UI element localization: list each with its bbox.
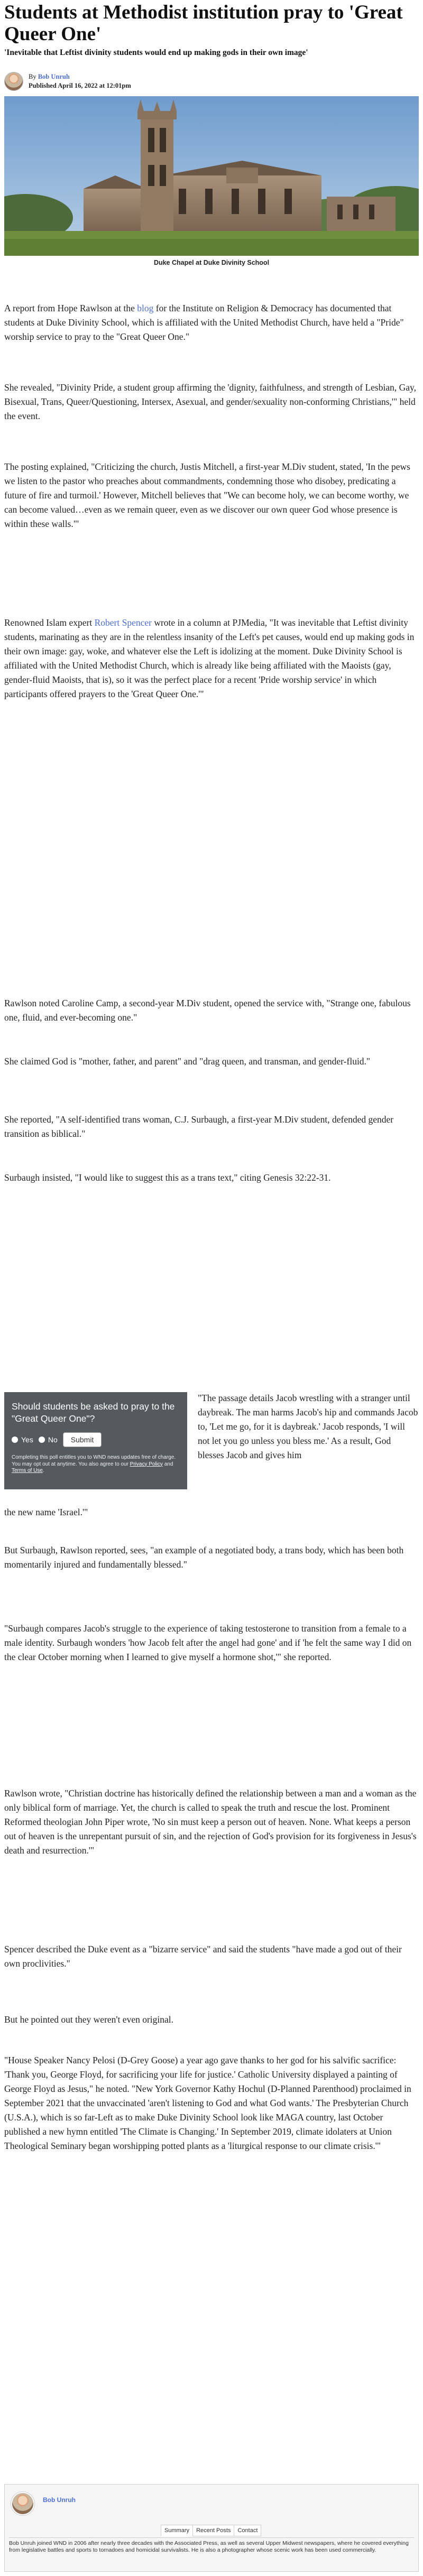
- author-bio: Bob Unruh joined WND in 2006 after nearly three decades with the Associated Press, as well as several Upper Midwest newspapers, where he covered everything from legislative battles and sports to tornadoes and homicidal survivalists. He is also a photographer whose scenic work has been used commercially.: [9, 2537, 414, 2554]
- author-box-tabs: [161, 2525, 261, 2536]
- author-box: [4, 2484, 419, 2572]
- paragraph-6: She claimed God is "mother, father, and parent" and "drag queen, and transman, and gender-fluid.": [4, 1056, 371, 1067]
- author-box-avatar[interactable]: [11, 2492, 34, 2515]
- poll-submit-button[interactable]: Submit: [63, 1432, 102, 1447]
- paragraph-2: She revealed, "Divinity Pride, a student group affirming the 'dignity, faithfulness, and strength of Lesbian, Gay, Bisexual, Trans, Queer/Questioning, Intersex, Asexual, and gender/sexuality non-conforming Christians,'" held the event.: [4, 382, 416, 421]
- privacy-policy-link[interactable]: Privacy Policy: [130, 1461, 163, 1467]
- paragraph-3: The posting explained, "Criticizing the church, Justis Mitchell, a first-year M.Div student, stated, 'In the pews we listen to the pastor who preaches about commandments, condemning those who disobey, predicating a future of fire and turmoil.' However, Mitchell believes that "We can become holy, we can become worthy, we can become valued…even as we remain queer, even as we discover our own queer God whose presence is within these walls."': [4, 461, 410, 529]
- author-avatar[interactable]: [4, 72, 23, 91]
- radio-yes[interactable]: [12, 1437, 18, 1443]
- author-box-name[interactable]: Bob Unruh: [43, 2496, 76, 2504]
- tab-recent-posts[interactable]: Recent Posts: [192, 2525, 234, 2536]
- paragraph-7: She reported, "A self-identified trans woman, C.J. Surbaugh, a first-year M.Div student, defended gender transition as biblical.": [4, 1114, 394, 1139]
- paragraph-15: "House Speaker Nancy Pelosi (D-Grey Goose) a year ago gave thanks to her god for his salvific sacrifice: 'Thank you, George Floyd, for sacrificing your life for justice.' Catholic University displayed a painting of George Floyd as Jesus," he noted. "New York Governor Kathy Hochul (D-Planned Parenthood) proclaimed in September 2021 that the unvaccinated 'aren't listening to God and what God wants.' The Presbyterian Church (U.S.A.), which is so far-Left as to make Duke Divinity School look like MAGA country, last October published a new hymn entitled 'The Climate is Changing.' In September 2019, climate idolaters at Union Theological Seminary began worshipping potted plants as a 'liturgical response to our climate crisis.'": [4, 2055, 411, 2151]
- article-headline: Students at Methodist institution pray to 'Great Queer One': [4, 2, 403, 45]
- author-link[interactable]: Bob Unruh: [38, 73, 70, 81]
- paragraph-12: Rawlson wrote, "Christian doctrine has historically defined the relationship between a man and a woman as the only biblical form of marriage. Yet, the church is called to speak the truth and rescue the lost. Prominent Reformed theologian John Piper wrote, 'No sin must keep a person out of heaven. None. What keeps a person out of heaven is the unrepentant pursuit of sin, and the rejection of God's provision for its forgiveness in Jesus's death and resurrection.'": [4, 1788, 417, 1856]
- paragraph-8: Surbaugh insisted, "I would like to suggest this as a trans text," citing Genesis 32:22-31.: [4, 1172, 331, 1183]
- paragraph-9-top: "The passage details Jacob wrestling with a stranger until daybreak. The man harms Jacob's hip and commands Jacob to, 'Let me go, for it is daybreak.' Jacob responds, 'I will not let you go unless you bless me.' As a result, God blesses Jacob and gives him: [198, 1393, 418, 1460]
- poll-option-no[interactable]: No: [39, 1435, 58, 1444]
- paragraph-13: Spencer described the Duke event as a "bizarre service" and said the students "have made a god out of their own proclivities.": [4, 1944, 402, 1969]
- radio-no[interactable]: [39, 1437, 45, 1443]
- paragraph-4: Renowned Islam expert Robert Spencer wrote in a column at PJMedia, "It was inevitable that Leftist divinity students, marinating as they are in the relentless insanity of the Left's pet causes, would end up making gods in their own image: gay, woke, and whatever else the Left is idolizing at the moment. Duke Divinity School is affiliated with the United Methodist Church, which is already like being affiliated with the Maoists (gay, gender-fluid Maoists, that is), so it was the perfect place for a recent 'Pride worship service' in which participants offered prayers to the 'Great Queer One.'": [4, 617, 415, 699]
- paragraph-1: A report from Hope Rawlson at the blog for the Institute on Religion & Democracy has documented that students at Duke Divinity School, which is affiliated with the United Methodist Church, have held a "Pride" worship service to pray to the "Great Queer One.": [4, 303, 404, 342]
- tab-summary[interactable]: Summary: [161, 2525, 193, 2536]
- poll-fine-print: Completing this poll entitles you to WND news updates free of charge. You may opt out at anytime. You also agree to our Privacy Policy and Terms of Use.: [12, 1454, 176, 1474]
- paragraph-14: But he pointed out they weren't even original.: [4, 2014, 174, 2025]
- blog-link[interactable]: blog: [137, 303, 154, 313]
- published-date: Published April 16, 2022 at 12:01pm: [29, 82, 131, 89]
- paragraph-11: "Surbaugh compares Jacob's struggle to the experience of taking testosterone to transition from a female to a male identity. Surbaugh wonders 'how Jacob felt after the angel had gone' and if 'he felt the same way I did on the clear October morning when I learned to give myself a hormone shot,'" she reported.: [4, 1623, 412, 1662]
- poll-option-yes[interactable]: Yes: [12, 1435, 33, 1444]
- terms-of-use-link[interactable]: Terms of Use: [12, 1468, 43, 1474]
- poll-widget: [4, 1392, 187, 1489]
- image-caption: Duke Chapel at Duke Divinity School: [153, 259, 270, 266]
- article-image: [4, 96, 419, 256]
- byline: [4, 72, 131, 91]
- paragraph-9-rest: the new name 'Israel.'": [4, 1507, 88, 1517]
- robert-spencer-link[interactable]: Robert Spencer: [94, 617, 152, 628]
- tab-contact[interactable]: Contact: [234, 2525, 261, 2536]
- article-subhead: 'Inevitable that Leftist divinity students would end up making gods in their own image': [4, 48, 308, 57]
- byline-prefix: By: [29, 73, 36, 81]
- paragraph-5: Rawlson noted Caroline Camp, a second-year M.Div student, opened the service with, "Strange one, fabulous one, fluid, and ever-becoming one.": [4, 998, 411, 1023]
- paragraph-10: But Surbaugh, Rawlson reported, sees, "an example of a negotiated body, a trans body, which has been both momentarily injured and fundamentally blessed.": [4, 1545, 404, 1570]
- poll-question: Should students be asked to pray to the "Great Queer One"?: [12, 1401, 175, 1424]
